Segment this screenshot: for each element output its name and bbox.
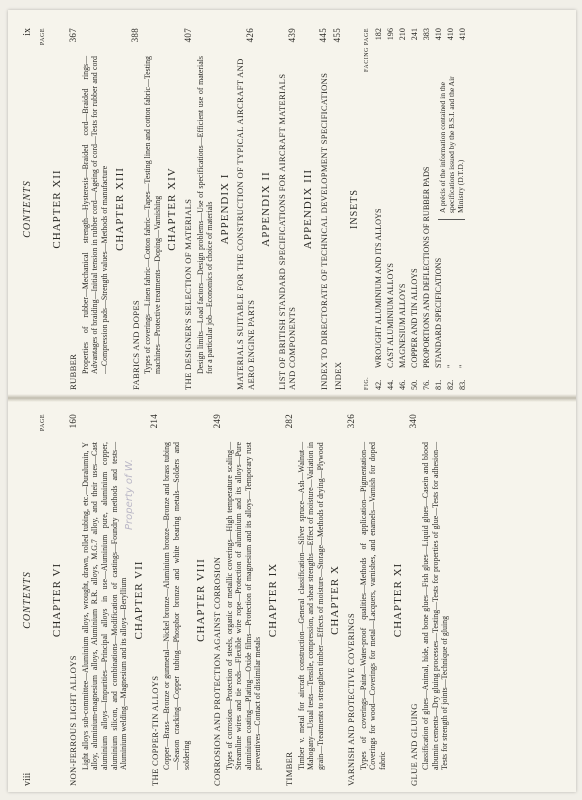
facing-page-number: 410: [433, 28, 443, 41]
figure-number: 46.: [397, 379, 407, 390]
figure-number: 44.: [385, 379, 395, 390]
section-page-number: 388: [130, 28, 141, 43]
section-title: VARNISH AND PROTECTIVE COVERINGS: [346, 613, 357, 786]
facing-page-number: 383: [421, 28, 431, 41]
page-title: CONTENTS: [22, 180, 33, 238]
section-title: TIMBER: [284, 751, 295, 786]
chapter-heading: APPENDIX II: [260, 171, 273, 247]
standard-specifications-note: A précis of the information contained in the specifications issued by the B.S.I. and the Air Ministry (D.T.D.): [438, 63, 465, 220]
facing-page-number: 410: [457, 28, 467, 41]
facing-page-number: 410: [445, 28, 455, 41]
section-title: THE COPPER-TIN ALLOYS: [149, 675, 160, 786]
chapter-heading: CHAPTER XIV: [166, 167, 179, 251]
page-number: ix: [22, 28, 33, 36]
toc-entry: [212, 414, 223, 786]
chapter-heading: CHAPTER VII: [132, 560, 145, 640]
section-summary: Types of coverings—Linen fabric—Cotton fabric—Tapes—Testing linen and cotton fabric—Testing machines—Protective treatments—Doping—Varnishing: [142, 56, 162, 374]
section-page-number: 282: [283, 414, 294, 429]
inset-entry: [410, 28, 420, 390]
figure-number: 81.: [433, 379, 443, 390]
fig-column-label: FIG.: [364, 376, 371, 390]
section-page-number: 407: [182, 28, 193, 43]
inset-title: STANDARD SPECIFICATIONS: [433, 257, 443, 368]
section-page-number: 160: [67, 414, 78, 429]
chapter-heading: CHAPTER XIII: [113, 167, 126, 251]
chapter-heading: APPENDIX III: [301, 168, 314, 250]
section-page-number: 445: [318, 28, 329, 43]
page-column-label: PAGE: [40, 414, 46, 432]
chapter-heading: CHAPTER IX: [267, 562, 280, 638]
section-page-number: 249: [211, 414, 222, 429]
ownership-stamp: Property of W.: [124, 459, 135, 530]
section-page-number: 367: [67, 28, 78, 43]
section-summary: Light alloys sub-committee—Aluminium alloys, wrought, drawn, rolled tubing, etc.—Duralumin, Y alloy, aluminium-magnesium alloys, Aluminium R.R. alloys, M.G.7 alloy, and their uses—Cast aluminium alloys—Impurities—Principal alloys in use—Aluminium pure, aluminium copper, aluminium silicon, and combinations—Modification of castings—Foundry methods and tests—Aluminium welding—Magnesium and its alloys—Beryllium: [80, 442, 129, 770]
facing-page-number: 196: [385, 28, 395, 41]
contents-page-viii: [22, 414, 562, 786]
page-column-label: PAGE: [40, 28, 46, 46]
section-title: NON-FERROUS LIGHT ALLOYS: [68, 655, 79, 786]
page-number: viii: [22, 772, 33, 786]
figure-number: 50.: [409, 379, 419, 390]
figure-number: 82.: [445, 379, 455, 390]
inset-entry: [398, 28, 408, 390]
toc-entry: [68, 414, 79, 786]
facing-page-number: 182: [373, 28, 383, 41]
chapter-list: [51, 414, 450, 786]
chapter-list: [51, 28, 343, 390]
contents-page-ix: [22, 28, 562, 390]
insets-column-labels: [364, 28, 371, 390]
chapter-heading: APPENDIX I: [218, 173, 231, 245]
figure-number: 83.: [457, 379, 467, 390]
running-header: [22, 414, 38, 786]
section-title: INDEX: [332, 361, 343, 390]
insets-heading: INSETS: [349, 189, 361, 229]
inset-title: ": [445, 364, 455, 368]
section-page-number: 455: [332, 28, 343, 43]
toc-entry: [284, 414, 295, 786]
section-summary: Copper—Brass—Bronze or gunmetal—Nickel bronze—Aluminium bronze—Bronze and brass tubing—Season cracking—Copper tubing—Phosphor bronze and white bearing metals—Solders and soldering: [162, 442, 191, 770]
section-page-number: 214: [149, 414, 160, 429]
section-title: LIST OF BRITISH STANDARD SPECIFICATIONS FOR AIRCRAFT MATERIALS AND COMPONENTS: [276, 73, 298, 390]
section-summary: Classification of glues—Animal, hide, and bone glues—Fish glues—Liquid glues—Casein and blood albumin cements—Dry gluing processes—Testing—Tests for properties of glue—Tests for adhesion—Tests for strength of joints—Technique of gluing: [421, 442, 450, 770]
inset-title: ": [457, 364, 467, 368]
chapter-heading: CHAPTER VI: [51, 562, 64, 638]
toc-entry: [183, 28, 194, 390]
inset-title: CAST ALUMINIUM ALLOYS: [385, 263, 395, 368]
section-title: FABRICS AND DOPES: [130, 300, 141, 390]
section-title: THE DESIGNER'S SELECTION OF MATERIALS: [183, 198, 194, 390]
toc-entry: [68, 28, 79, 390]
toc-entry: [318, 28, 329, 390]
toc-entry: [130, 28, 141, 390]
section-page-number: 326: [345, 414, 356, 429]
section-summary: Types of corrosion—Protection of steels, organic or metallic coverings—High temperature scaling—Streamline wires and tie rods—Flexible wire rope—Protection of aluminium and its alloys—Pure aluminium coating—Plating—Oxide films—Protection of magnesium and its alloys—Temporary rust preventives—Contact of dissimilar metals: [224, 442, 263, 770]
inset-title: COPPER AND TIN ALLOYS: [409, 268, 419, 368]
toc-entry: [277, 28, 298, 390]
book-page-spread: [8, 10, 576, 792]
book-gutter: [8, 394, 576, 402]
inset-entry: [422, 28, 432, 390]
toc-entry: [332, 28, 343, 390]
section-page-number: 340: [408, 414, 419, 429]
section-summary: Types of coverings—Paint—Water-proof qualities—Methods of application—Pigmentation—Coverings for wood—Coverings for metal—Lacquers, varnishes, and enamels—Varnish for doped fabric: [358, 442, 388, 770]
section-page-number: 426: [245, 28, 256, 43]
toc-entry: [408, 414, 419, 786]
chapter-heading: CHAPTER XII: [51, 169, 64, 249]
section-title: RUBBER: [68, 353, 79, 390]
chapter-heading: CHAPTER X: [329, 565, 342, 635]
section-summary: Properties of rubber—Mechanical strength—Hysteresis—Braided cord—Braided rings—Advantages of braiding—Initial tension in rubber cord—Ageing of cord—Tests for rubber and cord—Compression pads—Strength values—Methods of manufacture: [80, 56, 109, 374]
inset-title: PROPORTIONS AND DEFLECTIONS OF RUBBER PADS: [421, 166, 431, 368]
section-title: MATERIALS SUITABLE FOR THE CONSTRUCTION OF TYPICAL AIRCRAFT AND AERO ENGINE PARTS: [235, 58, 256, 390]
toc-entry: [235, 28, 256, 390]
inset-title: MAGNESIUM ALLOYS: [397, 283, 407, 368]
chapter-heading: CHAPTER XI: [391, 562, 404, 638]
facing-page-number: 241: [409, 28, 419, 41]
section-title: CORROSION AND PROTECTION AGAINST CORROSION: [212, 556, 223, 786]
section-title: GLUE AND GLUING: [408, 703, 419, 786]
toc-entry: [149, 414, 160, 786]
page-title: CONTENTS: [22, 571, 33, 629]
toc-entry: [346, 414, 357, 786]
section-summary: Design limits—Load factors—Design problems—Use of specifications—Efficient use of materials for a particular job—Economics of choice of materials: [195, 56, 215, 374]
inset-entry: [386, 28, 396, 390]
running-header: [22, 28, 38, 390]
figure-number: 42.: [373, 379, 383, 390]
section-summary: Timber v. metal for aircraft construction—General classification—Silver spruce—Ash—Walnut—Mahogany—Usual tests—Tensile, compression, and shear strengths—Effect of moisture—Variation in grain—Treatments to strengthen timber—Effects of moisture—Storage—Methods of drying—Plywood: [296, 442, 325, 770]
facing-page-column-label: FACING PAGE: [364, 28, 371, 73]
inset-title: WROUGHT ALUMINIUM AND ITS ALLOYS: [373, 208, 383, 368]
facing-page-number: 210: [397, 28, 407, 41]
figure-number: 76.: [421, 379, 431, 390]
chapter-heading: CHAPTER VIII: [195, 558, 208, 642]
section-page-number: 439: [286, 28, 297, 43]
section-title: INDEX TO DIRECTORATE OF TECHNICAL DEVELOPMENT SPECIFICATIONS: [318, 72, 329, 390]
inset-entry: [374, 28, 384, 390]
